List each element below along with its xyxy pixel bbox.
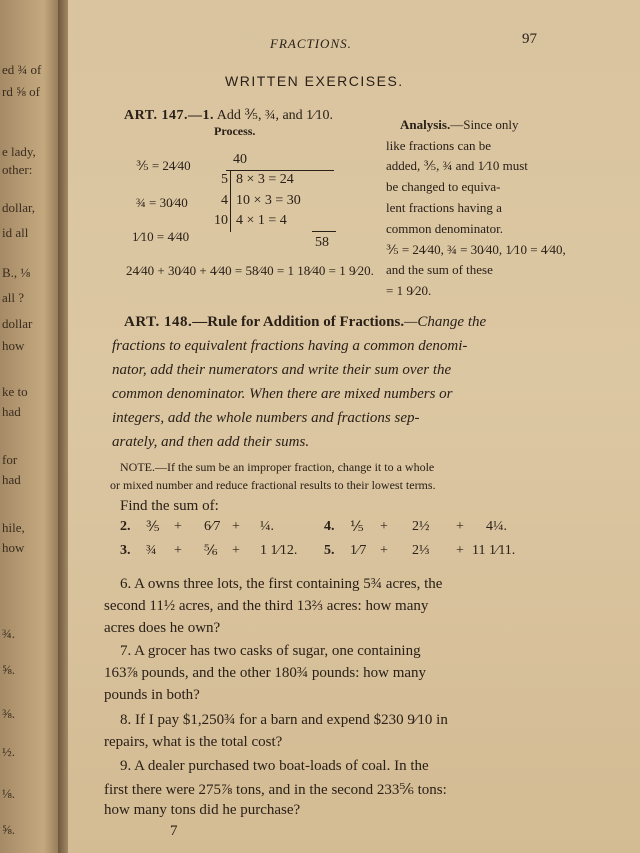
- problem-term: +: [232, 543, 240, 558]
- art147-question: [124, 107, 333, 124]
- process-sum: 24⁄40 + 30⁄40 + 4⁄40 = 58⁄40 = 1 18⁄40 = 1 9⁄20.: [126, 263, 374, 278]
- left-page-fragment: ⅛.: [2, 786, 15, 801]
- analysis-line: lent fractions having a: [386, 200, 502, 215]
- page-number: 97: [522, 31, 537, 47]
- exercise-line: 6. A owns three lots, the first containing 5¾ acres, the: [120, 576, 443, 592]
- problem-number: 5.: [324, 543, 335, 558]
- problem-term: +: [380, 519, 388, 534]
- art147-question-text: Add ⅗, ¾, and 1⁄10.: [216, 108, 333, 123]
- note-line: or mixed number and reduce fractional results to their lowest terms.: [110, 478, 436, 492]
- problem-term: 6⁄7: [204, 519, 221, 534]
- section-title: WRITTEN EXERCISES.: [225, 73, 404, 89]
- process-row: 4 × 1 = 4: [236, 213, 287, 228]
- exercise-line: acres does he own?: [104, 620, 221, 636]
- left-page-fragment: dollar: [2, 316, 33, 331]
- problem-term: 11 1⁄11.: [472, 543, 516, 558]
- left-page-fragment: ½.: [2, 744, 15, 759]
- note-line: NOTE.—If the sum be an improper fraction, change it to a whole: [120, 460, 435, 474]
- art147-label: ART. 147.—1.: [124, 108, 215, 123]
- divisor: 5: [221, 172, 228, 187]
- problem-term: 1⁄7: [350, 543, 367, 558]
- exercise-line: how many tons did he purchase?: [104, 802, 301, 818]
- left-page-fragment: how: [2, 540, 25, 555]
- left-page-fragment: ⅜.: [2, 706, 15, 721]
- problem-term: ⅚: [204, 544, 218, 559]
- problem-row: [120, 543, 298, 559]
- problem-term: +: [380, 543, 388, 558]
- process-label: Process.: [214, 124, 256, 138]
- left-page-fragment: ⅝.: [2, 822, 15, 837]
- problem-term: +: [174, 519, 182, 534]
- analysis-text: —Since only: [450, 117, 519, 132]
- problem-number: 2.: [120, 519, 131, 534]
- rule-line: arately, and then add their sums.: [112, 434, 310, 450]
- problem-term: 2⅓: [412, 543, 430, 558]
- left-page-fragment: B., ⅛: [2, 265, 31, 280]
- left-page-edge: [0, 0, 62, 853]
- find-prompt: Find the sum of:: [120, 498, 219, 514]
- divisor: 4: [221, 193, 228, 208]
- problem-number: 3.: [120, 543, 131, 558]
- left-page-fragment: other:: [2, 162, 33, 177]
- exercise-line: repairs, what is the total cost?: [104, 734, 283, 750]
- running-head: FRACTIONS.: [270, 36, 352, 51]
- analysis-line: ⅗ = 24⁄40, ¾ = 30⁄40, 1⁄10 = 4⁄40,: [386, 242, 566, 257]
- problem-term: ⅕: [350, 520, 364, 535]
- right-page: [68, 0, 640, 853]
- problem-term: ¾: [146, 543, 157, 558]
- left-page-fragment: had: [2, 404, 21, 419]
- left-page-fragment: for: [2, 452, 18, 467]
- exercise-line: 163⅞ pounds, and the other 180¾ pounds: how many: [104, 665, 427, 681]
- process-equation: ⅗ = 24⁄40: [136, 158, 191, 173]
- lcd-value: 40: [233, 152, 247, 167]
- left-page-fragment: rd ⅝ of: [2, 84, 40, 99]
- analysis-line: be changed to equiva-: [386, 179, 501, 194]
- problem-term: 4¼.: [486, 519, 507, 534]
- rule-line: integers, add the whole numbers and fractions sep-: [112, 410, 420, 426]
- exercise-line: second 11½ acres, and the third 13⅔ acres: how many: [104, 598, 429, 614]
- left-page-fragment: how: [2, 338, 25, 353]
- left-page-fragment: e lady,: [2, 144, 36, 159]
- problem-term: ¼.: [260, 519, 274, 534]
- analysis-line: [400, 117, 518, 133]
- left-page-fragment: ⅝.: [2, 662, 15, 677]
- rule-line: nator, add their numerators and write their sum over the: [112, 362, 452, 378]
- analysis-line: = 1 9⁄20.: [386, 283, 432, 298]
- problem-term: 2½: [412, 519, 430, 534]
- division-bar: [230, 170, 231, 232]
- problem-term: +: [456, 519, 464, 534]
- problem-term: 1 1⁄12.: [260, 543, 298, 558]
- process-total: 58: [315, 235, 329, 250]
- signature-mark: 7: [170, 823, 178, 839]
- rule-line: common denominator. When there are mixed numbers or: [112, 386, 453, 402]
- process-row: 8 × 3 = 24: [236, 172, 294, 187]
- analysis-line: added, ⅗, ¾ and 1⁄10 must: [386, 158, 528, 173]
- problem-term: +: [174, 543, 182, 558]
- divisor: 10: [214, 213, 228, 228]
- problem-term: +: [456, 543, 464, 558]
- problem-term: ⅗: [146, 520, 160, 535]
- left-page-fragment: ed ¾ of: [2, 62, 42, 77]
- problem-row: [120, 519, 274, 535]
- process-row: 10 × 3 = 30: [236, 193, 301, 208]
- art148-title: —Rule for Addition of Fractions.: [192, 314, 405, 330]
- analysis-label: Analysis.: [400, 117, 451, 132]
- left-page-fragment: hile,: [2, 520, 25, 535]
- problem-number: 4.: [324, 519, 335, 534]
- left-page-fragment: all ?: [2, 290, 25, 305]
- left-page-fragment: id all: [2, 225, 29, 240]
- rule-text: —Change the: [404, 314, 487, 330]
- art148-label: ART. 148.: [124, 314, 193, 330]
- left-page-fragment: dollar,: [2, 200, 36, 215]
- left-page-fragment: ke to: [2, 384, 28, 399]
- rule-line: fractions to equivalent fractions having a common denomi-: [112, 338, 468, 354]
- process-equation: 1⁄10 = 4⁄40: [132, 229, 190, 244]
- exercise-line: 8. If I pay $1,250¾ for a barn and expend $230 9⁄10 in: [120, 712, 448, 728]
- analysis-line: and the sum of these: [386, 262, 493, 277]
- exercise-line: 9. A dealer purchased two boat-loads of coal. In the: [120, 758, 429, 774]
- problem-term: +: [232, 519, 240, 534]
- sum-rule: [312, 231, 336, 232]
- art148-first-line: [124, 314, 486, 331]
- exercise-line: pounds in both?: [104, 687, 200, 703]
- problem-row: [324, 543, 516, 559]
- left-page-fragment: had: [2, 472, 21, 487]
- exercise-line: 7. A grocer has two casks of sugar, one containing: [120, 643, 421, 659]
- analysis-line: common denominator.: [386, 221, 503, 236]
- lcd-rule: [226, 170, 334, 171]
- problem-row: [324, 519, 507, 535]
- process-equation: ¾ = 30⁄40: [136, 195, 188, 210]
- exercise-line: first there were 275⅞ tons, and in the second 233⅚ tons:: [104, 782, 447, 798]
- left-page-fragment: ¾.: [2, 626, 15, 641]
- analysis-line: like fractions can be: [386, 138, 492, 153]
